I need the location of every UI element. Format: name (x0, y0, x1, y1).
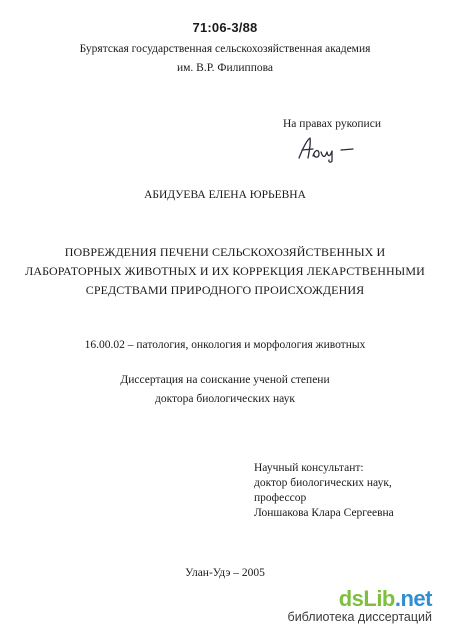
title-line-2: ЛАБОРАТОРНЫХ ЖИВОТНЫХ И ИХ КОРРЕКЦИЯ ЛЕКАРСТВЕННЫМИ (25, 264, 425, 278)
advisor-label: Научный консультант: (254, 462, 364, 474)
handwritten-signature (295, 134, 367, 164)
place-year: Улан-Удэ – 2005 (185, 567, 265, 579)
dissertation-line-1: Диссертация на соискание ученой степени (120, 374, 330, 386)
title-line-1: ПОВРЕЖДЕНИЯ ПЕЧЕНИ СЕЛЬСКОХОЗЯЙСТВЕННЫХ И (64, 245, 386, 259)
title-line-3: СРЕДСТВАМИ ПРИРОДНОГО ПРОИСХОЖДЕНИЯ (85, 283, 365, 297)
document-code: 71:06-3/88 (192, 20, 258, 35)
advisor-rank: профессор (254, 492, 307, 504)
manuscript-note: На правах рукописи (283, 118, 381, 130)
dissertation-line-2: доктора биологических наук (154, 393, 295, 405)
watermark-logo-part-2: .net (394, 586, 432, 611)
watermark-subtitle: библиотека диссертаций (287, 610, 432, 624)
specialty-code: 16.00.02 – патология, онкология и морфология животных (84, 339, 366, 351)
advisor-name: Лоншакова Клара Сергеевна (254, 507, 394, 519)
institution-line-1: Бурятская государственная сельскохозяйственная академия (79, 43, 371, 55)
institution-line-2: им. В.Р. Филиппова (176, 62, 273, 74)
watermark-logo-part-1: dsLib (338, 586, 395, 611)
advisor-degree: доктор биологических наук, (254, 477, 392, 489)
author-name: АБИДУЕВА ЕЛЕНА ЮРЬЕВНА (144, 189, 306, 201)
watermark-logo (339, 586, 432, 612)
